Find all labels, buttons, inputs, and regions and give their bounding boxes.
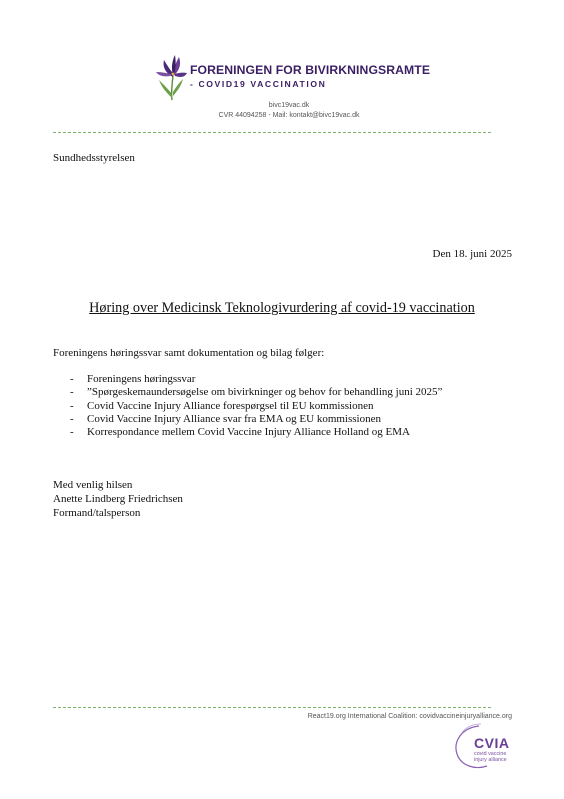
recipient: Sundhedsstyrelsen — [53, 152, 135, 164]
list-item-text: ”Spørgeskemaundersøgelse om bivirkninger og behov for behandling juni 2025” — [87, 386, 443, 399]
cvia-tagline-2: injury alliance — [474, 757, 507, 763]
signer-name: Anette Lindberg Friedrichsen — [53, 493, 183, 505]
org-name: FORENINGEN FOR BIVIRKNINGSRAMTE — [190, 63, 431, 77]
list-item-text: Covid Vaccine Injury Alliance forespørgsel til EU kommissionen — [87, 399, 374, 412]
signer-role: Formand/talsperson — [53, 507, 141, 519]
list-marker: - — [70, 412, 74, 425]
list-item-text: Foreningens høringssvar — [87, 373, 196, 385]
footer-divider — [53, 707, 491, 708]
coalition-text: React19.org International Coalition: covidvaccineinjuryalliance.org — [307, 713, 512, 720]
list-marker: - — [70, 386, 74, 399]
list-marker: - — [70, 399, 74, 412]
cvia-tagline-1: covid vaccine — [474, 751, 507, 757]
letter-title: Høring over Medicinsk Teknologivurdering af covid-19 vaccination — [89, 300, 475, 316]
letter-intro: Foreningens høringssvar samt dokumentation og bilag følger: — [53, 347, 325, 359]
cvia-logo: CVIA — [474, 735, 510, 751]
list-item — [53, 400, 442, 413]
list-item-text: Covid Vaccine Injury Alliance svar fra EMA og EU kommissionen — [87, 412, 381, 425]
list-item — [53, 386, 442, 399]
list-item-text: Korrespondance mellem Covid Vaccine Injury Alliance Holland og EMA — [87, 426, 410, 439]
iris-flower-icon — [154, 52, 188, 102]
org-subtitle: - COVID19 VACCINATION — [190, 79, 327, 89]
list-item — [53, 373, 442, 386]
list-marker: - — [70, 426, 74, 439]
letter-date: Den 18. juni 2025 — [432, 248, 512, 260]
list-marker: - — [70, 373, 74, 385]
attachment-list — [53, 373, 442, 439]
org-website[interactable]: bivc19vac.dk — [268, 102, 310, 109]
header-divider — [53, 132, 491, 133]
list-item — [53, 426, 442, 439]
list-item — [53, 413, 442, 426]
org-cvr-line: CVR 44094258 - Mail: kontakt@bivc19vac.dk — [218, 112, 360, 119]
closing-greeting: Med venlig hilsen — [53, 479, 133, 491]
